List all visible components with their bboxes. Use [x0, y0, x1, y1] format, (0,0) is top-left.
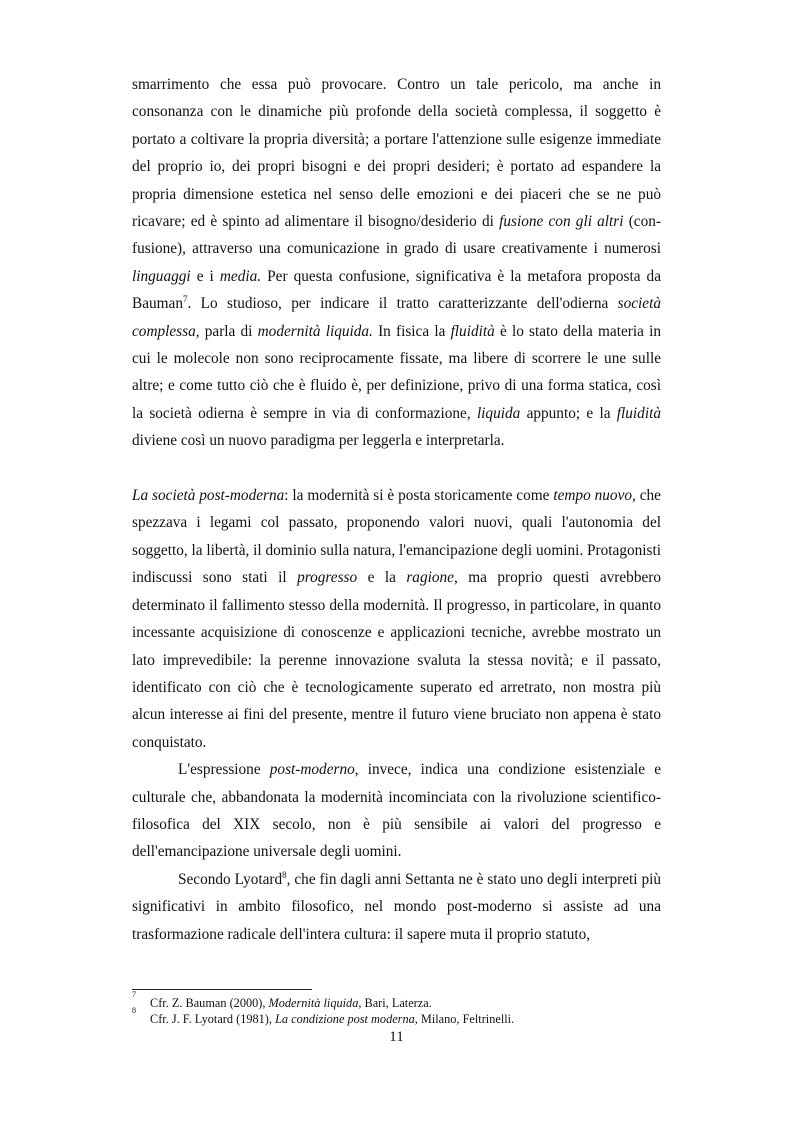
- text-run: . Lo studioso, per indicare il tratto caratterizzante dell'odierna: [187, 295, 618, 313]
- footnote-number: 8: [132, 1006, 136, 1015]
- footnote-number: 7: [132, 990, 136, 999]
- footnote-text: [150, 995, 432, 1011]
- italic-text: tempo nuovo: [553, 487, 633, 505]
- paragraph: [132, 756, 661, 866]
- text-run: , che fin dagli anni Settanta ne è stato uno degli interpreti più significativi in ambito filosofico, nel mondo post-moderno si assiste ad una trasformazione radicale dell'intera cultura: il sapere muta il proprio statuto,: [132, 870, 661, 943]
- paragraph: [132, 71, 661, 455]
- italic-text: fusione con gli altri: [499, 213, 624, 231]
- footnote-text: [150, 1011, 514, 1027]
- text-run: Secondo Lyotard: [178, 870, 283, 888]
- text-run: diviene così un nuovo paradigma per leggerla e interpretarla.: [132, 432, 505, 450]
- italic-text: La condizione post moderna: [275, 1012, 415, 1026]
- page-body: [132, 71, 661, 948]
- italic-text: linguaggi: [132, 267, 191, 285]
- italic-text: ragione: [406, 569, 454, 587]
- text-run: e i: [190, 267, 220, 285]
- italic-text: progresso: [297, 569, 358, 587]
- italic-text: fluidità: [616, 404, 661, 422]
- footnote-ref: 7: [182, 294, 188, 305]
- footnote-ref: 8: [282, 869, 287, 880]
- text-run: , ma proprio questi avrebbero determinato il fallimento stesso della modernità. Il progresso, in particolare, in quanto incessante acquisizione di conoscenze e applicazioni tecniche, avrebbe mostrato un lato imprevedibile: la perenne innovazione svaluta la stessa novità; e il passato, identificato con ciò che è tecnologicamente superato ed arretrato, non mostra più alcun interesse ai fini del presente, mentre il futuro viene bruciato non appena è stato conquistato.: [132, 569, 662, 751]
- text-run: Per questa confusione, significativa è la metafora proposta da Bauman: [132, 267, 661, 313]
- paragraph: [132, 482, 661, 756]
- italic-text: media.: [219, 267, 262, 285]
- text-run: : la modernità si è posta storicamente come: [284, 487, 554, 505]
- text-run: è lo stato della materia in cui le molecole non sono reciprocamente fissate, ma libere di scorrere le une sulle altre; e come tutto ciò che è fluido è, per definizione, privo di una forma statica, così la società odierna è sempre in via di conformazione,: [132, 322, 661, 422]
- italic-text: società complessa,: [132, 295, 661, 340]
- text-run: parla di: [199, 322, 258, 340]
- italic-text: fluidità: [450, 322, 495, 340]
- text-run: (con-fusione), attraverso una comunicazione in grado di usare creativamente i numerosi: [132, 213, 661, 258]
- text-run: , che spezzava i legami col passato, proponendo valori nuovi, quali l'autonomia del soggetto, la libertà, il dominio sulla natura, l'emancipazione degli uomini. Protagonisti indiscussi sono stati il: [132, 487, 661, 587]
- text-run: smarrimento che essa può provocare. Contro un tale pericolo, ma anche in consonanza con le dinamiche più profonde della società complessa, il soggetto è portato a coltivare la propria diversità; a portare l'attenzione sulle esigenze immediate del proprio io, dei propri bisogni e dei propri desideri; è portato ad espandere la propria dimensione estetica nel senso delle emozioni e dei piaceri che se ne può ricavare; ed è spinto ad alimentare il bisogno/desiderio di: [132, 76, 661, 231]
- text-run: , Bari, Laterza.: [358, 996, 432, 1010]
- text-run: In fisica la: [372, 322, 451, 340]
- footnote-rule: [132, 989, 312, 990]
- footnotes: [132, 989, 661, 1027]
- italic-text: Modernità liquida: [268, 996, 359, 1010]
- text-run: , Milano, Feltrinelli.: [414, 1012, 515, 1026]
- text-run: Cfr. J. F. Lyotard (1981),: [150, 1012, 276, 1026]
- text-run: , invece, indica una condizione esistenziale e culturale che, abbandonata la modernità incominciata con la rivoluzione scientifico-filosofica del XIX secolo, non è più sensibile ai valori del progresso e dell'emancipazione universale degli uomini.: [132, 761, 661, 861]
- text-run: L'espressione: [178, 761, 270, 779]
- italic-text: La società post-moderna: [132, 487, 285, 505]
- page-number: 11: [389, 1029, 404, 1045]
- text-run: Cfr. Z. Bauman (2000),: [150, 996, 269, 1010]
- italic-text: liquida: [476, 404, 521, 422]
- text-run: appunto; e la: [520, 404, 617, 422]
- italic-text: post-moderno: [269, 761, 355, 779]
- paragraph: [132, 866, 661, 948]
- italic-text: modernità liquida.: [257, 322, 373, 340]
- text-run: e la: [357, 569, 407, 587]
- footnote: [132, 990, 661, 1011]
- paragraph-gap: [132, 455, 661, 482]
- footnote: [132, 1006, 661, 1027]
